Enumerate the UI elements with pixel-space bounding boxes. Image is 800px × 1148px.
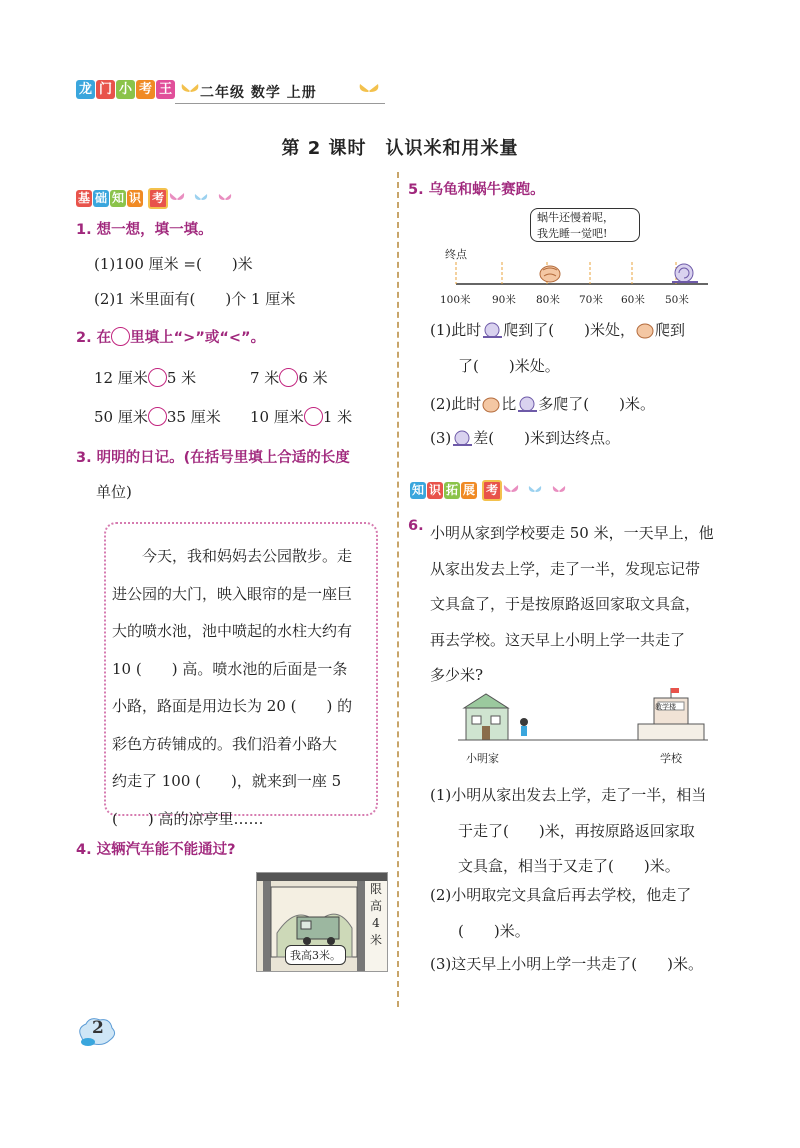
answer-circle[interactable]: [304, 407, 323, 426]
stem-line: 文具盒了，于是按原路返回家取文具盒，: [430, 595, 701, 613]
q5-line-2: [430, 394, 655, 414]
badge-char: 识: [129, 191, 142, 205]
part-line: 于走了( )米，再按原路返回家取: [458, 821, 695, 840]
part-line: 文具盒，相当于又走了( )米。: [458, 857, 680, 875]
question-6-number: 6.: [408, 518, 424, 534]
lesson-title: 第 2 课时 认识米和用米量: [281, 138, 519, 159]
section-badge-extend: [410, 480, 573, 501]
badge-char: 基: [78, 191, 91, 205]
tunnel-picture: [256, 872, 388, 972]
bubble-line: 我先睡一觉吧!: [537, 227, 608, 240]
text: 差( )米到达终点。: [473, 429, 620, 447]
column-divider: [397, 172, 399, 1007]
brand-char: 门: [96, 80, 115, 99]
q5-line-3: [430, 428, 620, 448]
badge-char: 知: [412, 483, 425, 497]
header-rule: [175, 103, 385, 104]
stem-line: 再去学校。这天早上小明上学一共走了: [430, 630, 686, 649]
q3-head-line1: 3. 明明的日记。(在括号里填上合适的长度: [76, 450, 350, 466]
brand-char: 龙: [76, 80, 95, 99]
q2-left: 12 厘米: [94, 369, 148, 387]
home-school-picture: [458, 686, 708, 746]
stem-line: 多少米?: [430, 666, 484, 684]
part-line: (1)小明从家出发去上学，走了一半，相当: [430, 786, 707, 804]
q2-item: [94, 368, 196, 388]
q6-stem: [430, 516, 714, 694]
text: (1)此时: [430, 321, 482, 339]
sign-char: 高: [369, 899, 382, 913]
section-badge-basic: [76, 188, 239, 209]
diary-line: 今天，我和妈妈去公园散步。走: [112, 547, 353, 565]
q2-right: 1 米: [322, 408, 353, 426]
distance-ticks: [436, 292, 716, 306]
stem-line: 从家出发去上学，走了一半，发现忘记带: [430, 559, 701, 578]
text: 爬到: [654, 321, 685, 339]
q2-right: 6 米: [298, 369, 328, 387]
school-label: 学校: [660, 752, 682, 765]
badge-char: 础: [95, 191, 108, 205]
turtle-icon: [481, 395, 501, 413]
text: 多爬了( )米。: [538, 395, 655, 413]
butterflies-decoration-icon: [169, 190, 239, 208]
q2-item: [94, 407, 221, 427]
q5-line-1: [430, 320, 685, 340]
badge-char: 展: [463, 483, 476, 497]
brand-char: 小: [116, 80, 135, 99]
diary-line: 进公园的大门，映入眼帘的是一座巨: [112, 584, 353, 603]
badge-char: 拓: [446, 483, 459, 497]
q5-line-1b: 了( )米处。: [458, 357, 560, 375]
q3-head-line2: 单位): [96, 483, 132, 501]
circle-icon: [111, 327, 130, 346]
tick-label: 60米: [621, 294, 645, 306]
diary-line: 彩色方砖铺成的。我们沿着小路大: [112, 734, 338, 753]
tick-label: 80米: [536, 294, 560, 306]
text: (3): [430, 429, 452, 447]
sign-char: 4: [372, 916, 380, 930]
butterflies-decoration-icon: [503, 482, 573, 500]
q2-right: 35 厘米: [166, 408, 221, 426]
turtle-icon: [635, 321, 655, 339]
tick-label: 70米: [579, 294, 603, 306]
snail-icon: [481, 321, 503, 339]
diary-line: 约走了 100 ( )，就来到一座 5: [112, 772, 342, 790]
turtle-icon: [540, 266, 560, 282]
text: 比: [501, 395, 517, 413]
car-speech-bubble: 我高3米。: [285, 945, 346, 965]
q6-part-2: [430, 878, 691, 949]
answer-circle[interactable]: [148, 407, 167, 426]
home-label: 小明家: [466, 752, 499, 765]
part-line: ( )米。: [458, 921, 530, 940]
question-4-heading: 4. 这辆汽车能不能通过?: [76, 842, 236, 858]
tick-label: 50米: [665, 294, 689, 306]
brand-char: 考: [136, 80, 155, 99]
q2-left: 10 厘米: [250, 408, 304, 426]
badge-char: 识: [429, 483, 442, 497]
q2-head-a: 2. 在: [76, 330, 112, 346]
snail-icon: [516, 395, 538, 413]
q2-head-b: 里填上“>”或“<”。: [130, 330, 266, 346]
diary-text: [112, 538, 374, 838]
school-building-sign: 教学楼: [655, 703, 676, 711]
question-3-heading: [76, 446, 350, 467]
question-5-heading: 5. 乌龟和蜗牛赛跑。: [408, 182, 545, 198]
text: 爬到了( )米处，: [503, 321, 635, 339]
q2-right: 5 米: [166, 369, 197, 387]
sign-char: 米: [369, 933, 382, 947]
q6-part-3: (3)这天早上小明上学一共走了( )米。: [430, 955, 703, 973]
sign-char: 限: [369, 882, 382, 896]
q1-line-1: (1)100 厘米 =( )米: [94, 255, 253, 273]
q1-line-2: (2)1 米里面有( )个 1 厘米: [94, 290, 296, 308]
kao-badge: 考: [482, 480, 502, 501]
diary-line: 大的喷水池，池中喷起的水柱大约有: [112, 622, 353, 640]
q2-item: [250, 368, 328, 388]
question-1-heading: 1. 想一想，填一填。: [76, 222, 213, 238]
kao-badge: 考: [148, 188, 168, 209]
grade-label: 二年级 数学 上册: [200, 85, 317, 101]
diary-line: 10 ( ) 高。喷水池的后面是一条: [112, 659, 348, 678]
butterfly-icon: [180, 82, 200, 100]
stem-line: 小明从家到学校要走 50 米，一天早上，他: [430, 524, 714, 542]
text: (2)此时: [430, 395, 482, 413]
brand-char: 王: [156, 80, 175, 99]
page-number: 2: [92, 1018, 104, 1038]
question-2-heading: [76, 326, 265, 347]
bubble-line: 蜗牛还慢着呢，: [537, 211, 614, 224]
series-logo: [76, 80, 175, 99]
butterfly-icon: [358, 82, 380, 100]
q6-part-1: [430, 778, 706, 885]
turtle-speech-bubble: [530, 208, 640, 242]
part-line: (2)小明取完文具盒后再去学校，他走了: [430, 886, 692, 904]
diary-line: 小路，路面是用边长为 20 ( ) 的: [112, 697, 353, 715]
q2-left: 7 米: [250, 369, 280, 387]
badge-char: 知: [112, 191, 125, 205]
q2-item: [250, 407, 352, 427]
height-limit-sign: [369, 881, 383, 949]
answer-circle[interactable]: [279, 368, 298, 387]
snail-icon: [451, 429, 473, 447]
q2-left: 50 厘米: [94, 408, 148, 426]
answer-circle[interactable]: [148, 368, 167, 387]
diary-line: ( ) 高的凉亭里……: [112, 809, 264, 828]
tick-label: 100米: [440, 294, 471, 306]
tick-label: 90米: [492, 294, 516, 306]
finish-label: 终点: [445, 248, 467, 261]
